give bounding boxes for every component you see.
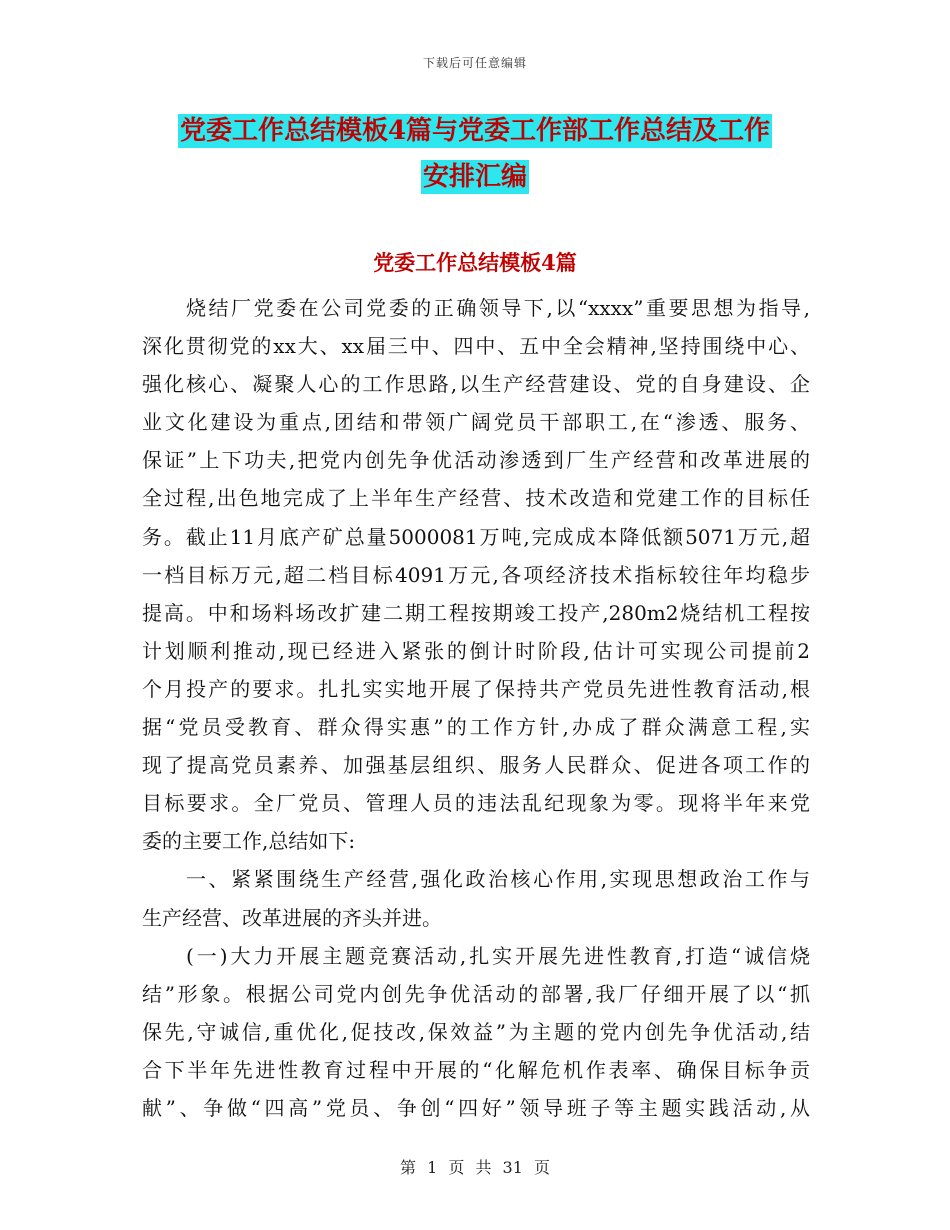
text-line: 一、紧紧围绕生产经营,强化政治核心作用,实现思想政治工作与 <box>186 867 810 892</box>
text-line: 深化贯彻党的xx大、xx届三中、四中、五中全会精神,坚持围绕中心、 <box>142 334 810 359</box>
text-line: 强化核心、凝聚人心的工作思路,以生产经营建设、党的自身建设、企 <box>142 372 810 397</box>
text-line: 业文化建设为重点,团结和带领广阔党员干部职工,在“渗透、服务、 <box>142 410 810 435</box>
text-line: 烧结厂党委在公司党委的正确领导下,以“xxxx”重要思想为指导, <box>186 296 810 320</box>
document-title <box>0 108 950 200</box>
text-line: 目标要求。全厂党员、管理人员的违法乱纪现象为零。现将半年来党 <box>142 791 810 816</box>
text-line: 保先,守诚信,重优化,促技改,保效益”为主题的党内创先争优活动,结 <box>142 1019 810 1044</box>
text-line: (一)大力开展主题竞赛活动,扎实开展先进性教育,打造“诚信烧 <box>186 943 810 968</box>
text-line: 合下半年先进性教育过程中开展的“化解危机作表率、确保目标争贡 <box>142 1057 810 1082</box>
text-line: 献”、争做“四高”党员、争创“四好”领导班子等主题实践活动,从 <box>142 1095 810 1120</box>
text-line: 务。截止11月底产矿总量5000081万吨,完成成本降低额5071万元,超 <box>142 524 810 549</box>
text-line: 一档目标万元,超二档目标4091万元,各项经济技术指标较往年均稳步 <box>142 562 810 587</box>
text-line: 委的主要工作,总结如下: <box>142 829 356 854</box>
text-line: 现了提高党员素养、加强基层组织、服务人民群众、促进各项工作的 <box>142 753 810 778</box>
text-line: 保证”上下功夫,把党内创先争优活动渗透到厂生产经营和改革进展的 <box>142 448 810 473</box>
section-title: 党委工作总结模板4篇 <box>373 250 577 275</box>
text-line: 生产经营、改革进展的齐头并进。 <box>142 905 442 930</box>
text-line: 据“党员受教育、群众得实惠”的工作方针,办成了群众满意工程,实 <box>142 715 810 740</box>
document-title-line-2: 安排汇编 <box>422 162 527 192</box>
text-line: 计划顺利推动,现已经进入紧张的倒计时阶段,估计可实现公司提前2 <box>142 638 810 663</box>
document-title-line-1: 党委工作总结模板4篇与党委工作部工作总结及工作 <box>179 116 771 146</box>
text-line: 结”形象。根据公司党内创先争优活动的部署,我厂仔细开展了以“抓 <box>142 981 810 1006</box>
text-line: 提高。中和场料场改扩建二期工程按期竣工投产,280m2烧结机工程按 <box>142 600 810 625</box>
body-text <box>142 289 810 1127</box>
page-footer: 第 1 页 共 31 页 <box>400 1158 550 1177</box>
header-note: 下载后可任意编辑 <box>422 56 527 70</box>
text-line: 个月投产的要求。扎扎实实地开展了保持共产党员先进性教育活动,根 <box>142 676 810 701</box>
text-line: 全过程,出色地完成了上半年生产经营、技术改造和党建工作的目标任 <box>142 486 810 511</box>
